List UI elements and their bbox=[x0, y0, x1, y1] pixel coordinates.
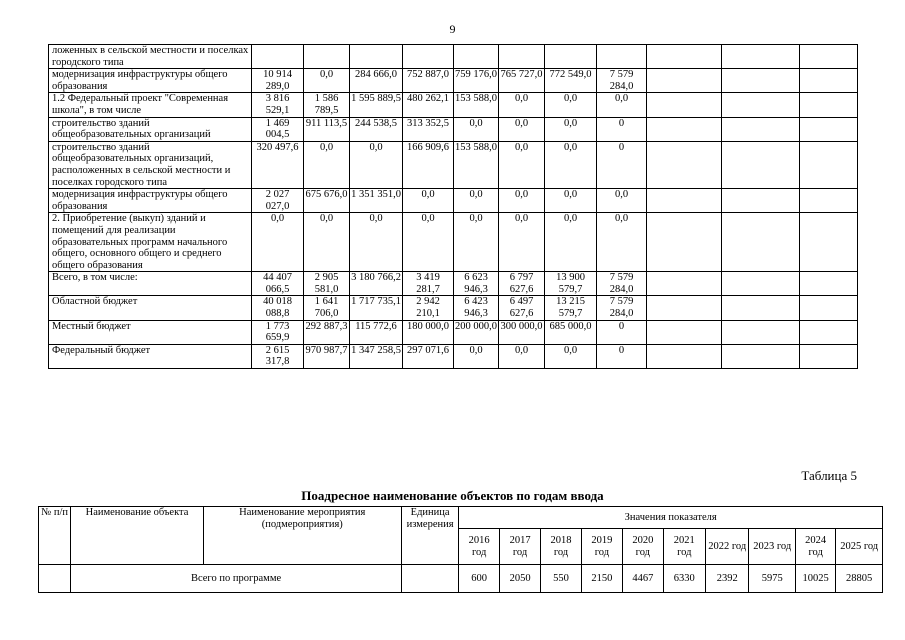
value-cell: 6 797 627,6 bbox=[499, 272, 545, 296]
header-unit: Единица измерения bbox=[401, 507, 459, 565]
row-name: Всего, в том числе: bbox=[49, 272, 252, 296]
header-object: Наименование объекта bbox=[71, 507, 203, 565]
value-cell: 3 419 281,7 bbox=[403, 272, 454, 296]
budget-table bbox=[48, 44, 858, 369]
empty-cell bbox=[722, 141, 800, 188]
value-cell: 970 987,7 bbox=[304, 344, 350, 368]
value-cell bbox=[454, 45, 499, 69]
empty-cell bbox=[722, 213, 800, 272]
empty-cell bbox=[800, 344, 858, 368]
value-cell: 0,0 bbox=[454, 213, 499, 272]
header-values: Значения показателя bbox=[459, 507, 883, 529]
value-cell: 0,0 bbox=[499, 189, 545, 213]
value-cell: 1 351 351,0 bbox=[350, 189, 403, 213]
table-caption: Таблица 5 bbox=[801, 468, 857, 483]
value-cell: 0,0 bbox=[545, 189, 597, 213]
value-cell: 0,0 bbox=[597, 213, 647, 272]
value-cell: 6 423 946,3 bbox=[454, 296, 499, 320]
table-row bbox=[49, 69, 858, 93]
value-cell: 1 347 258,5 bbox=[350, 344, 403, 368]
value-cell: 200 000,0 bbox=[454, 320, 499, 344]
value-cell: 1 586 789,5 bbox=[304, 93, 350, 117]
value-cell: 40 018 088,8 bbox=[252, 296, 304, 320]
value-cell: 244 538,5 bbox=[350, 117, 403, 141]
value-cell: 115 772,6 bbox=[350, 320, 403, 344]
empty-cell bbox=[647, 141, 722, 188]
value-cell: 0,0 bbox=[454, 117, 499, 141]
total-value-cell: 600 bbox=[459, 565, 499, 593]
value-cell: 44 407 066,5 bbox=[252, 272, 304, 296]
value-cell: 0,0 bbox=[403, 213, 454, 272]
total-value-cell: 2392 bbox=[706, 565, 749, 593]
value-cell: 0,0 bbox=[499, 93, 545, 117]
row-name: Областной бюджет bbox=[49, 296, 252, 320]
empty-cell bbox=[800, 189, 858, 213]
empty-cell bbox=[800, 93, 858, 117]
value-cell: 0,0 bbox=[545, 213, 597, 272]
year-header: 2016 год bbox=[459, 529, 499, 565]
value-cell: 0,0 bbox=[499, 344, 545, 368]
value-cell: 7 579 284,0 bbox=[597, 272, 647, 296]
year-header: 2024 год bbox=[795, 529, 835, 565]
value-cell: 1 595 889,5 bbox=[350, 93, 403, 117]
value-cell: 0,0 bbox=[252, 213, 304, 272]
empty-cell bbox=[647, 45, 722, 69]
value-cell: 320 497,6 bbox=[252, 141, 304, 188]
row-name: строительство зданий общеобразовательных организаций bbox=[49, 117, 252, 141]
table-row bbox=[49, 117, 858, 141]
row-name: Федеральный бюджет bbox=[49, 344, 252, 368]
empty-cell bbox=[647, 69, 722, 93]
empty-cell bbox=[647, 320, 722, 344]
value-cell: 0 bbox=[597, 320, 647, 344]
empty-cell bbox=[800, 320, 858, 344]
value-cell: 300 000,0 bbox=[499, 320, 545, 344]
year-header: 2017 год bbox=[499, 529, 540, 565]
table-row bbox=[49, 45, 858, 69]
value-cell: 0,0 bbox=[499, 141, 545, 188]
year-header: 2023 год bbox=[749, 529, 795, 565]
value-cell: 0,0 bbox=[350, 141, 403, 188]
table-row bbox=[49, 213, 858, 272]
value-cell: 153 588,0 bbox=[454, 93, 499, 117]
empty-cell bbox=[647, 117, 722, 141]
value-cell: 1 773 659,9 bbox=[252, 320, 304, 344]
year-header: 2019 год bbox=[581, 529, 622, 565]
empty-cell bbox=[722, 117, 800, 141]
empty-cell bbox=[647, 344, 722, 368]
value-cell: 685 000,0 bbox=[545, 320, 597, 344]
empty-cell bbox=[800, 141, 858, 188]
empty-cell bbox=[800, 213, 858, 272]
value-cell: 2 615 317,8 bbox=[252, 344, 304, 368]
value-cell: 0,0 bbox=[454, 189, 499, 213]
value-cell: 313 352,5 bbox=[403, 117, 454, 141]
value-cell: 765 727,0 bbox=[499, 69, 545, 93]
value-cell: 0 bbox=[597, 117, 647, 141]
value-cell: 0,0 bbox=[499, 117, 545, 141]
value-cell: 3 816 529,1 bbox=[252, 93, 304, 117]
total-value-cell: 2050 bbox=[499, 565, 540, 593]
year-header: 2018 год bbox=[541, 529, 581, 565]
value-cell: 0,0 bbox=[545, 93, 597, 117]
value-cell: 0,0 bbox=[350, 213, 403, 272]
total-num-cell bbox=[39, 565, 71, 593]
empty-cell bbox=[800, 45, 858, 69]
table-row bbox=[49, 272, 858, 296]
value-cell bbox=[403, 45, 454, 69]
empty-cell bbox=[722, 272, 800, 296]
row-name: 1.2 Федеральный проект "Современная школа", в том числе bbox=[49, 93, 252, 117]
empty-cell bbox=[722, 45, 800, 69]
row-name: модернизация инфраструктуры общего образования bbox=[49, 69, 252, 93]
year-header: 2025 год bbox=[836, 529, 883, 565]
value-cell: 752 887,0 bbox=[403, 69, 454, 93]
value-cell: 7 579 284,0 bbox=[597, 296, 647, 320]
value-cell: 0,0 bbox=[304, 213, 350, 272]
row-name: ложенных в сельской местности и поселках городского типа bbox=[49, 45, 252, 69]
value-cell: 911 113,5 bbox=[304, 117, 350, 141]
value-cell: 0,0 bbox=[597, 189, 647, 213]
empty-cell bbox=[647, 189, 722, 213]
total-unit-cell bbox=[401, 565, 459, 593]
value-cell: 6 623 946,3 bbox=[454, 272, 499, 296]
table-row bbox=[49, 296, 858, 320]
table-title: Поадресное наименование объектов по годам ввода bbox=[301, 488, 604, 503]
page-number: 9 bbox=[449, 22, 456, 36]
empty-cell bbox=[800, 117, 858, 141]
empty-cell bbox=[800, 296, 858, 320]
empty-cell bbox=[800, 69, 858, 93]
value-cell: 0,0 bbox=[597, 93, 647, 117]
value-cell: 0,0 bbox=[403, 189, 454, 213]
table-row bbox=[49, 344, 858, 368]
empty-cell bbox=[722, 320, 800, 344]
total-value-cell: 2150 bbox=[581, 565, 622, 593]
empty-cell bbox=[722, 296, 800, 320]
value-cell: 2 942 210,1 bbox=[403, 296, 454, 320]
total-value-cell: 550 bbox=[541, 565, 581, 593]
value-cell: 0,0 bbox=[545, 117, 597, 141]
empty-cell bbox=[647, 93, 722, 117]
value-cell: 2 027 027,0 bbox=[252, 189, 304, 213]
value-cell: 284 666,0 bbox=[350, 69, 403, 93]
row-name: строительство зданий общеобразовательных организаций, расположенных в сельской местности и поселках городского типа bbox=[49, 141, 252, 188]
value-cell: 13 215 579,7 bbox=[545, 296, 597, 320]
table-row bbox=[49, 189, 858, 213]
value-cell: 297 071,6 bbox=[403, 344, 454, 368]
row-name: Местный бюджет bbox=[49, 320, 252, 344]
value-cell: 1 641 706,0 bbox=[304, 296, 350, 320]
value-cell: 13 900 579,7 bbox=[545, 272, 597, 296]
empty-cell bbox=[647, 272, 722, 296]
value-cell bbox=[350, 45, 403, 69]
value-cell bbox=[545, 45, 597, 69]
header-num: № п/п bbox=[39, 507, 71, 565]
value-cell: 0,0 bbox=[454, 344, 499, 368]
year-header: 2022 год bbox=[706, 529, 749, 565]
value-cell: 759 176,0 bbox=[454, 69, 499, 93]
value-cell: 0,0 bbox=[304, 141, 350, 188]
value-cell bbox=[304, 45, 350, 69]
value-cell: 0,0 bbox=[545, 141, 597, 188]
value-cell bbox=[499, 45, 545, 69]
table-row bbox=[49, 320, 858, 344]
value-cell: 1 717 735,1 bbox=[350, 296, 403, 320]
table-row bbox=[49, 141, 858, 188]
value-cell: 0,0 bbox=[304, 69, 350, 93]
empty-cell bbox=[722, 69, 800, 93]
value-cell: 1 469 004,5 bbox=[252, 117, 304, 141]
value-cell: 2 905 581,0 bbox=[304, 272, 350, 296]
value-cell: 7 579 284,0 bbox=[597, 69, 647, 93]
value-cell: 153 588,0 bbox=[454, 141, 499, 188]
total-value-cell: 4467 bbox=[623, 565, 663, 593]
empty-cell bbox=[647, 213, 722, 272]
value-cell: 0 bbox=[597, 344, 647, 368]
total-value-cell: 6330 bbox=[663, 565, 705, 593]
header-measure: Наименование мероприятия (подмероприятия) bbox=[203, 507, 401, 565]
value-cell: 0,0 bbox=[499, 213, 545, 272]
total-label: Всего по программе bbox=[71, 565, 401, 593]
value-cell bbox=[252, 45, 304, 69]
objects-table bbox=[38, 506, 883, 593]
empty-cell bbox=[722, 344, 800, 368]
empty-cell bbox=[800, 272, 858, 296]
value-cell bbox=[597, 45, 647, 69]
value-cell: 10 914 289,0 bbox=[252, 69, 304, 93]
value-cell: 292 887,3 bbox=[304, 320, 350, 344]
value-cell: 180 000,0 bbox=[403, 320, 454, 344]
empty-cell bbox=[647, 296, 722, 320]
year-header: 2021 год bbox=[663, 529, 705, 565]
year-header: 2020 год bbox=[623, 529, 663, 565]
table-row bbox=[49, 93, 858, 117]
row-name: модернизация инфраструктуры общего образования bbox=[49, 189, 252, 213]
value-cell: 480 262,1 bbox=[403, 93, 454, 117]
value-cell: 675 676,0 bbox=[304, 189, 350, 213]
value-cell: 0 bbox=[597, 141, 647, 188]
value-cell: 772 549,0 bbox=[545, 69, 597, 93]
value-cell: 6 497 627,6 bbox=[499, 296, 545, 320]
value-cell: 0,0 bbox=[545, 344, 597, 368]
total-value-cell: 5975 bbox=[749, 565, 795, 593]
value-cell: 3 180 766,2 bbox=[350, 272, 403, 296]
empty-cell bbox=[722, 93, 800, 117]
total-value-cell: 28805 bbox=[836, 565, 883, 593]
value-cell: 166 909,6 bbox=[403, 141, 454, 188]
empty-cell bbox=[722, 189, 800, 213]
total-value-cell: 10025 bbox=[795, 565, 835, 593]
row-name: 2. Приобретение (выкуп) зданий и помещений для реализации образовательных программ начального общего, основного общего и среднего общего образования bbox=[49, 213, 252, 272]
total-row bbox=[39, 565, 883, 593]
